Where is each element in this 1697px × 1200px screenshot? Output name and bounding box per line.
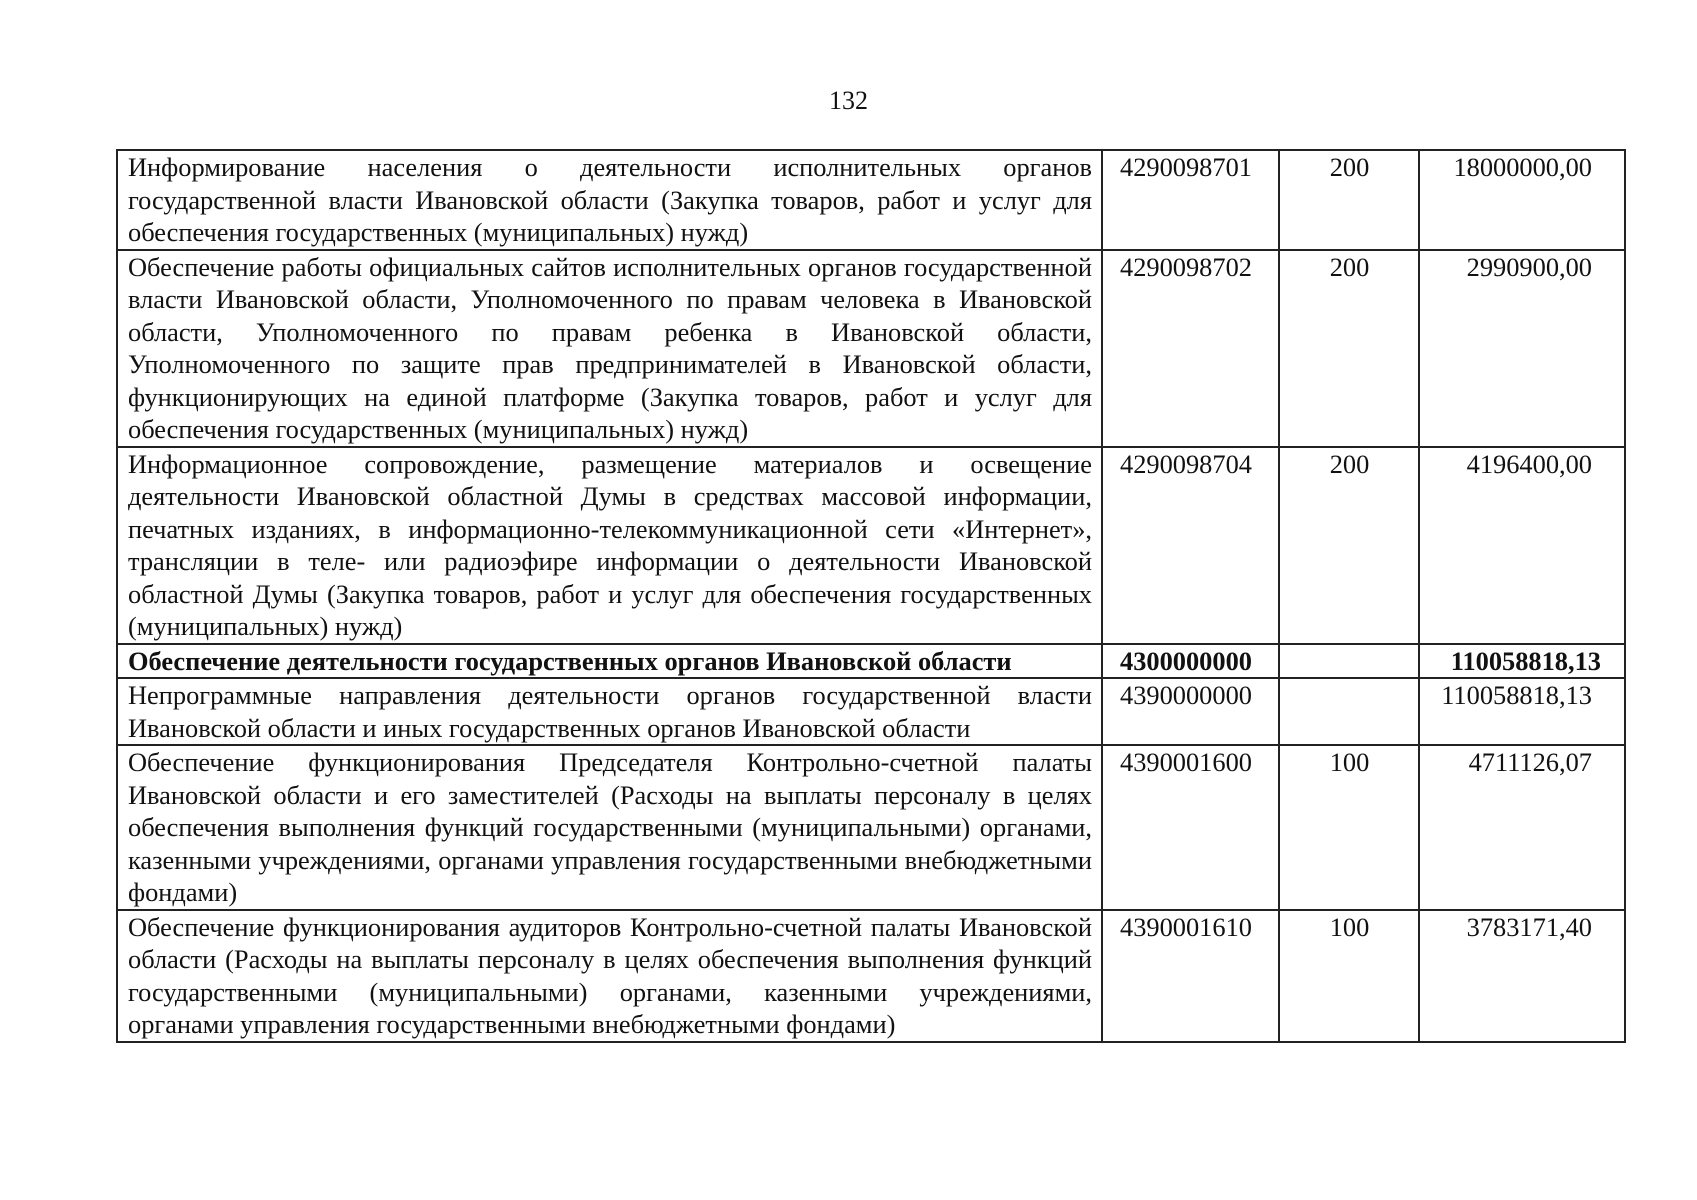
row-description: Обеспечение деятельности государственных органов Ивановской области	[117, 644, 1102, 679]
row-target-code: 4390001600	[1102, 745, 1279, 910]
row-amount: 110058818,13	[1419, 644, 1625, 679]
row-expense-type: 200	[1279, 150, 1419, 250]
row-amount: 18000000,00	[1419, 150, 1625, 250]
row-expense-type	[1279, 678, 1419, 745]
row-target-code: 4290098704	[1102, 447, 1279, 644]
row-amount: 3783171,40	[1419, 910, 1625, 1042]
row-amount: 2990900,00	[1419, 250, 1625, 447]
budget-table	[116, 149, 1626, 1043]
row-expense-type: 200	[1279, 447, 1419, 644]
row-description: Непрограммные направления деятельности органов государственной власти Ивановской области и иных государственных органов Ивановской области	[117, 678, 1102, 745]
page-number: 132	[829, 86, 868, 115]
row-target-code: 4300000000	[1102, 644, 1279, 679]
row-target-code: 4290098701	[1102, 150, 1279, 250]
table-row	[117, 250, 1625, 447]
row-expense-type: 200	[1279, 250, 1419, 447]
row-expense-type	[1279, 644, 1419, 679]
row-expense-type: 100	[1279, 745, 1419, 910]
row-description: Информирование населения о деятельности исполнительных органов государственной власти Ивановской области (Закупка товаров, работ и услуг для обеспечения государственных (муниципальных) нужд)	[117, 150, 1102, 250]
table-row	[117, 678, 1625, 745]
table-row-section-total	[117, 644, 1625, 679]
row-expense-type: 100	[1279, 910, 1419, 1042]
row-target-code: 4290098702	[1102, 250, 1279, 447]
row-amount: 4196400,00	[1419, 447, 1625, 644]
row-target-code: 4390001610	[1102, 910, 1279, 1042]
table-row	[117, 447, 1625, 644]
row-amount: 110058818,13	[1419, 678, 1625, 745]
row-description: Обеспечение функционирования Председателя Контрольно-счетной палаты Ивановской области и его заместителей (Расходы на выплаты персоналу в целях обеспечения выполнения функций государственными (муниципальными) органами, казенными учреждениями, органами управления государственными внебюджетными фондами)	[117, 745, 1102, 910]
table-row	[117, 150, 1625, 250]
row-description: Обеспечение работы официальных сайтов исполнительных органов государственной власти Ивановской области, Уполномоченного по правам человека в Ивановской области, Уполномоченного по правам ребенка в Ивановской области, Уполномоченного по защите прав предпринимателей в Ивановской области, функционирующих на единой платформе (Закупка товаров, работ и услуг для обеспечения государственных (муниципальных) нужд)	[117, 250, 1102, 447]
row-description: Информационное сопровождение, размещение материалов и освещение деятельности Ивановской областной Думы в средствах массовой информации, печатных изданиях, в информационно-телекоммуникационной сети «Интернет», трансляции в теле- или радиоэфире информации о деятельности Ивановской областной Думы (Закупка товаров, работ и услуг для обеспечения государственных (муниципальных) нужд)	[117, 447, 1102, 644]
table-row	[117, 910, 1625, 1042]
row-target-code: 4390000000	[1102, 678, 1279, 745]
table-row	[117, 745, 1625, 910]
row-amount: 4711126,07	[1419, 745, 1625, 910]
row-description: Обеспечение функционирования аудиторов Контрольно-счетной палаты Ивановской области (Расходы на выплаты персоналу в целях обеспечения выполнения функций государственными (муниципальными) органами, казенными учреждениями, органами управления государственными внебюджетными фондами)	[117, 910, 1102, 1042]
